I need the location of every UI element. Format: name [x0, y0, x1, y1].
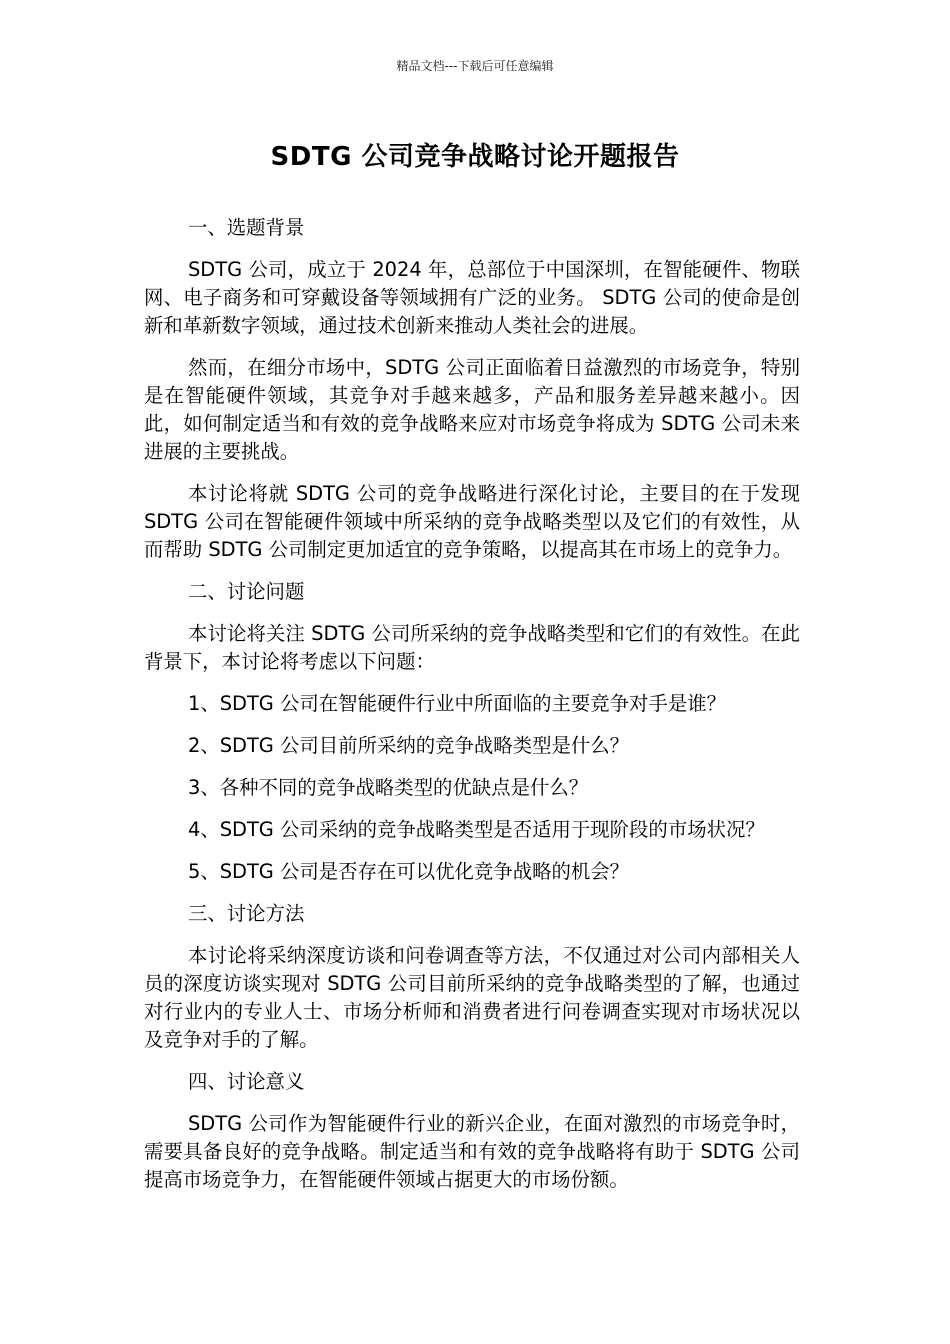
paragraph-background-2: 然而，在细分市场中，SDTG 公司正面临着日益激烈的市场竞争，特别是在智能硬件领域，其竞争对手越来越多，产品和服务差异越来越小。因此，如何制定适当和有效的竞争战略来应对市场竞争将成为 SDTG 公司未来进展的主要挑战。	[144, 356, 800, 463]
paragraph-methods: 本讨论将采纳深度访谈和问卷调查等方法，不仅通过对公司内部相关人员的深度访谈实现对 SDTG 公司目前所采纳的竞争战略类型的了解，也通过对行业内的专业人士、市场分析师和消费者进行问卷调查实现对市场状况以及竞争对手的了解。	[144, 944, 800, 1051]
question-item-3: 3、各种不同的竞争战略类型的优缺点是什么？	[188, 776, 589, 799]
section-heading-questions: 二、讨论问题	[188, 580, 305, 603]
question-item-5: 5、SDTG 公司是否存在可以优化竞争战略的机会？	[188, 860, 630, 883]
paragraph-background-3: 本讨论将就 SDTG 公司的竞争战略进行深化讨论，主要目的在于发现 SDTG 公司在智能硬件领域中所采纳的竞争战略类型以及它们的有效性，从而帮助 SDTG 公司制定更加适宜的竞争策略，以提高其在市场上的竞争力。	[144, 482, 800, 561]
question-item-1: 1、SDTG 公司在智能硬件行业中所面临的主要竞争对手是谁？	[188, 692, 726, 715]
paragraph-questions-intro: 本讨论将关注 SDTG 公司所采纳的竞争战略类型和它们的有效性。在此背景下，本讨论将考虑以下问题：	[144, 622, 800, 673]
question-item-2: 2、SDTG 公司目前所采纳的竞争战略类型是什么？	[188, 734, 630, 757]
paragraph-significance: SDTG 公司作为智能硬件行业的新兴企业，在面对激烈的市场竞争时，需要具备良好的竞争战略。制定适当和有效的竞争战略将有助于 SDTG 公司提高市场竞争力，在智能硬件领域占据更大的市场份额。	[144, 1112, 800, 1191]
paragraph-background-1: SDTG 公司，成立于 2024 年，总部位于中国深圳，在智能硬件、物联网、电子商务和可穿戴设备等领域拥有广泛的业务。 SDTG 公司的使命是创新和革新数字领域，通过技术创新来推动人类社会的进展。	[144, 258, 800, 337]
question-item-4: 4、SDTG 公司采纳的竞争战略类型是否适用于现阶段的市场状况？	[188, 818, 765, 841]
page-header: 精品文档---下载后可任意编辑	[396, 59, 554, 73]
section-heading-background: 一、选题背景	[188, 216, 305, 239]
document-body	[144, 214, 800, 1194]
document-title: SDTG 公司竞争战略讨论开题报告	[270, 142, 680, 172]
section-heading-methods: 三、讨论方法	[188, 902, 305, 925]
section-heading-significance: 四、讨论意义	[188, 1070, 305, 1093]
